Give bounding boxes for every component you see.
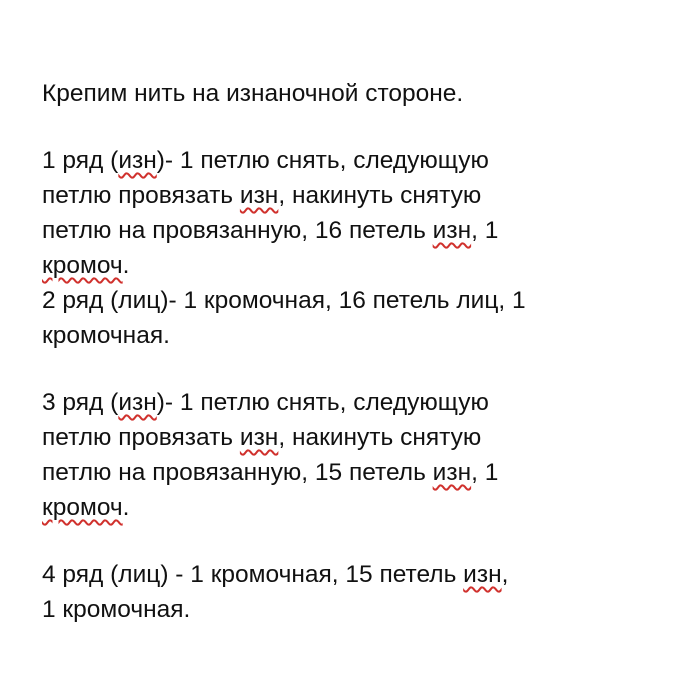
misspelled-word: изн [239,424,279,451]
text-segment: , 1 [471,217,499,244]
text-line [42,78,463,110]
misspelled-word: изн [118,147,157,174]
text-segment: 1 ряд ( [42,147,119,174]
misspelled-word: изн [463,561,502,588]
text-segment: петлю на провязанную, 15 петель [42,459,433,486]
misspelled-word: кромоч [42,494,123,521]
text-segment: петлю на провязанную, 16 петель [42,217,433,244]
text-line [42,457,498,489]
misspelled-word: изн [432,217,472,244]
text-line [42,215,498,247]
text-segment: петлю провязать [42,424,240,451]
text-line [42,320,170,352]
text-line [42,285,526,317]
misspelled-word: изн [432,459,472,486]
text-segment: , 1 [471,459,499,486]
text-segment: . [122,494,130,521]
text-line [42,387,489,419]
text-line [42,250,129,282]
text-segment: , накинуть снятую [278,182,482,209]
text-segment: Крепим нить на изнаночной стороне. [42,80,464,107]
text-segment: 4 ряд (лиц) - 1 кромочная, 15 петель [42,561,464,588]
text-line [42,559,508,591]
text-segment: )- 1 петлю снять, следующую [156,389,489,416]
text-segment: , [501,561,509,588]
text-segment: 2 ряд (лиц)- 1 кромочная, 16 петель лиц, 1 [42,287,526,314]
text-segment: . [122,252,130,279]
text-line [42,594,190,626]
text-segment: 1 кромочная. [42,596,191,623]
text-segment: петлю провязать [42,182,240,209]
text-line [42,492,129,524]
text-segment: 3 ряд ( [42,389,119,416]
text-line [42,180,481,212]
misspelled-word: изн [239,182,279,209]
text-line [42,422,481,454]
misspelled-word: кромоч [42,252,123,279]
misspelled-word: изн [118,389,157,416]
text-segment: )- 1 петлю снять, следующую [156,147,489,174]
text-segment: кромочная. [42,322,170,349]
text-segment: , накинуть снятую [278,424,482,451]
text-line [42,145,489,177]
